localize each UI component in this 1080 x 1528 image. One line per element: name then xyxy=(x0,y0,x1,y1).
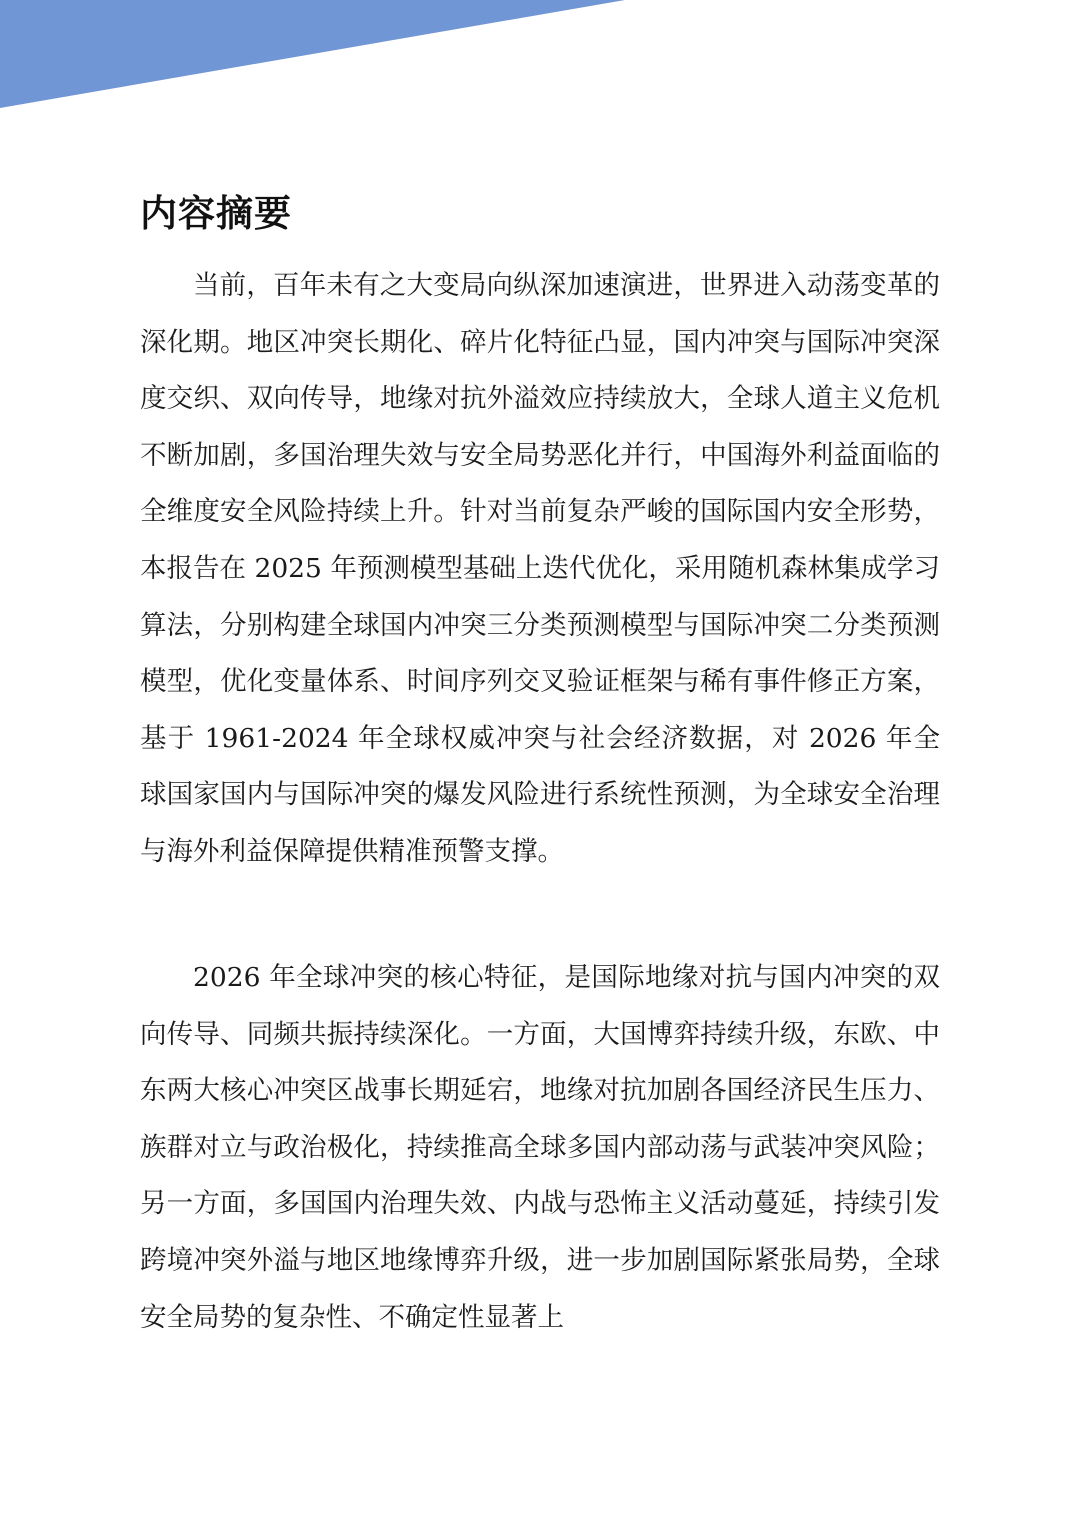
abstract-paragraph-1: 当前，百年未有之大变局向纵深加速演进，世界进入动荡变革的深化期。地区冲突长期化、碎片化特征凸显，国内冲突与国际冲突深度交织、双向传导，地缘对抗外溢效应持续放大，全球人道主义危机不断加剧，多国治理失效与安全局势恶化并行，中国海外利益面临的全维度安全风险持续上升。针对当前复杂严峻的国际国内安全形势，本报告在 2025 年预测模型基础上迭代优化，采用随机森林集成学习算法，分别构建全球国内冲突三分类预测模型与国际冲突二分类预测模型，优化变量体系、时间序列交叉验证框架与稀有事件修正方案，基于 1961-2024 年全球权威冲突与社会经济数据，对 2026 年全球国家国内与国际冲突的爆发风险进行系统性预测，为全球安全治理与海外利益保障提供精准预警支撑。 xyxy=(140,270,940,867)
abstract-paragraph-2: 2026 年全球冲突的核心特征，是国际地缘对抗与国内冲突的双向传导、同频共振持续深化。一方面，大国博弈持续升级，东欧、中东两大核心冲突区战事长期延宕，地缘对抗加剧各国经济民生压力、族群对立与政治极化，持续推高全球多国内部动荡与武装冲突风险；另一方面，多国国内治理失效、内战与恐怖主义活动蔓延，持续引发跨境冲突外溢与地区地缘博弈升级，进一步加剧国际紧张局势，全球安全局势的复杂性、不确定性显著上 xyxy=(140,962,940,1333)
decorative-corner-band xyxy=(0,0,640,115)
abstract-title: 内容摘要 xyxy=(140,192,292,235)
corner-band-shape xyxy=(0,0,625,108)
